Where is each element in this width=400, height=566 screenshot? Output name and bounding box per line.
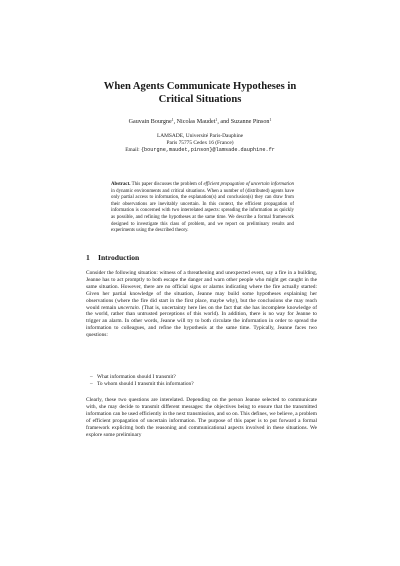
abstract-text-start: This paper discusses the problem of xyxy=(130,182,204,187)
author-separator: , xyxy=(173,119,177,125)
abstract xyxy=(111,182,294,235)
list-item xyxy=(90,381,316,388)
author-name: Nicolas Maudet xyxy=(176,119,216,125)
abstract-label: Abstract. xyxy=(111,182,131,187)
email-label: Email: xyxy=(125,147,141,153)
list-item-text: To whom should I transmit this information? xyxy=(97,381,194,387)
author-list xyxy=(60,118,340,126)
email-address: {bourgne,maudet,pinson}@lamsade.dauphine.fr xyxy=(140,147,275,153)
author-affiliation-mark: 1 xyxy=(269,118,272,122)
author-name: Gauvain Bourgne xyxy=(128,119,172,125)
section-title: Introduction xyxy=(98,253,140,262)
paragraph-text: Consider the following situation: witness of a threathening and unexpected event, say a fire in a building, Jeanne has to act promptly to both escape the danger and warn other people who might get caught in the same situation. However, there are no official signs or alarms indicating where the fire actually started: Given her partial knowledge of the situation, Jeanne may build some hypotheses explaining her observations (where the fire did start in the first place, maybe why), but the conclusions she may reach would remain xyxy=(86,270,317,311)
affiliation-block xyxy=(60,133,340,154)
author-affiliation-mark: 1 xyxy=(171,118,174,122)
intro-paragraph-2: Clearly, these two questions are interelated. Depending on the person Jeanne selected to communicate with, she may decide to transmit different messages: the objectives being to ensure that the transmitted information can be used efficiently in the next transmission, and so on. This defines, we believe, a problem of efficient propagation of uncertain information. The purpose of this paper is to put forward a formal framework explicitng both the reasoning and communicational aspects involved in these situations. We explore some preliminary xyxy=(86,397,317,438)
intro-paragraph-1 xyxy=(86,270,317,339)
list-dash: – xyxy=(90,374,93,380)
author-affiliation-mark: 1 xyxy=(215,118,218,122)
paragraph-text: . (That is, uncertainty here lies on the fact that she has incomplete knowledge of the world, rather than untrusted perceptions of this world). In addition, there is no way for Jeanne to trigger an alarm. In other words, Jeanne will try to both circulate the information in order to spread the information to colleagues, and refine the hypothesis at the same time. Typically, Jeanne faces two questions: xyxy=(86,304,317,339)
list-dash: – xyxy=(90,381,93,387)
affiliation-institution: LAMSADE, Université Paris-Dauphine xyxy=(156,133,244,139)
section-number: 1 xyxy=(86,253,90,262)
list-item xyxy=(90,374,316,381)
affiliation-address: Paris 75775 Cedex 16 (France) xyxy=(166,140,234,146)
abstract-emphasis: efficient propagation of uncertain information xyxy=(203,182,294,187)
list-item-text: What information should I transmit? xyxy=(97,374,176,380)
paper-title xyxy=(60,80,340,106)
section-heading xyxy=(86,253,139,262)
question-list xyxy=(90,374,316,388)
author-name: Suzanne Pinson xyxy=(230,119,270,125)
title-line-2: Critical Situations xyxy=(158,94,242,105)
paragraph-emphasis: uncertain xyxy=(117,304,139,311)
abstract-text-end: in dynamic environments and critical situations. When a number of (distributed) agents have only partial access to information, the explanation(s) and conclusion(s) they can draw from their observations are inevitably uncertain. In this context, the efficient propagation of information is concerned with two interrelated aspects: spreading the information as quickly as possible, and refining the hypotheses at the same time. We describe a formal framework designed to investigate this class of problem, and we report on preliminary results and experiments using the described theory. xyxy=(111,188,294,234)
affiliation-email xyxy=(60,147,340,154)
author-separator: , and xyxy=(217,119,231,125)
title-line-1: When Agents Communicate Hypotheses in xyxy=(103,81,297,92)
